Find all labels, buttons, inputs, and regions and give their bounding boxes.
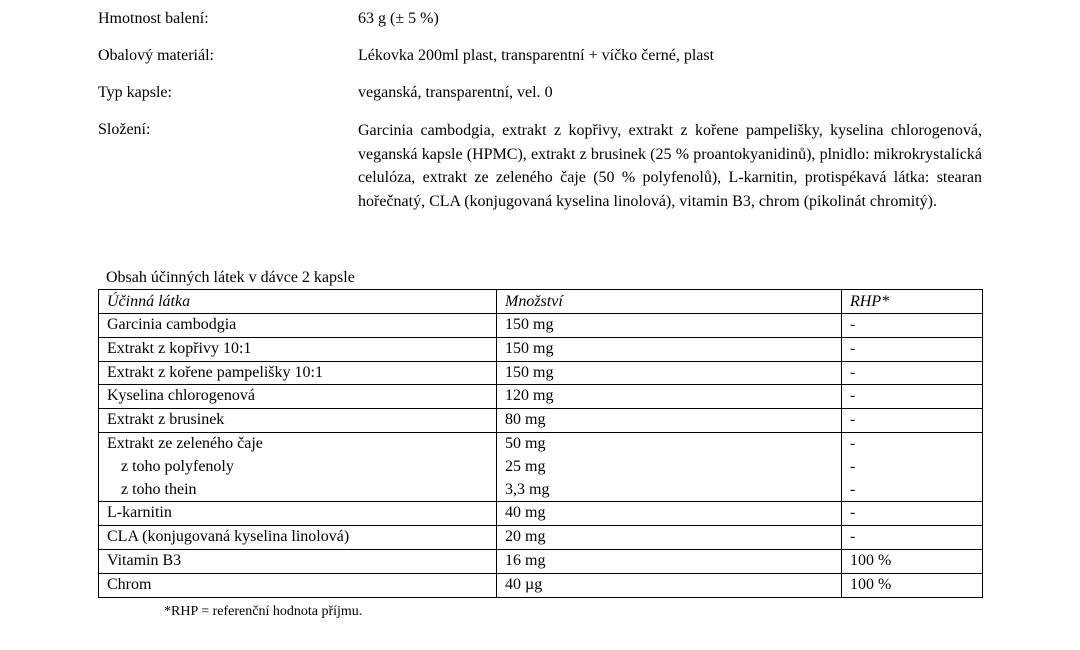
cell-substance: Extrakt z brusinek — [99, 409, 497, 433]
cell-substance — [99, 432, 497, 501]
cell-amount: 80 mg — [497, 409, 842, 433]
cell-rhp: - — [842, 502, 983, 526]
table-row — [99, 502, 983, 526]
spec-row-packaging — [98, 45, 982, 67]
cell-rhp: - — [842, 526, 983, 550]
spec-value-weight: 63 g (± 5 %) — [358, 10, 439, 27]
cell-amount: 150 mg — [497, 337, 842, 361]
spec-row-weight — [98, 8, 982, 30]
cell-substance: Garcinia cambodgia — [99, 314, 497, 338]
cell-substance: Chrom — [99, 573, 497, 597]
spec-row-composition — [98, 119, 982, 213]
spec-value-composition: Garcinia cambodgia, extrakt z kopřivy, extrakt z kořene pampelišky, kyselina chlorogenová, veganská kapsle (HPMC), extrakt z brusinek (25 % proantokyanidinů), plnidlo: mikrokrystalická celulóza, extrakt ze zeleného čaje (50 % polyfenolů), L-karnitin, protispékavá látka: stearan hořečnatý, CLA (konjugovaná kyselina linolová), vitamin B3, chrom (pikolinát chromitý). — [358, 122, 982, 210]
cell-rhp — [842, 432, 983, 501]
cell-amount-sub: 3,3 mg — [505, 480, 550, 498]
cell-rhp: - — [842, 409, 983, 433]
cell-substance-sub: z toho thein — [121, 480, 197, 498]
column-header-amount: Množství — [497, 290, 842, 314]
table-row — [99, 549, 983, 573]
cell-substance: CLA (konjugovaná kyselina linolová) — [99, 526, 497, 550]
cell-amount: 150 mg — [497, 361, 842, 385]
cell-amount: 20 mg — [497, 526, 842, 550]
table-row — [99, 361, 983, 385]
spec-row-capsule — [98, 82, 982, 104]
cell-rhp: - — [842, 314, 983, 338]
cell-substance: Vitamin B3 — [99, 549, 497, 573]
table-row — [99, 314, 983, 338]
cell-substance: Kyselina chlorogenová — [99, 385, 497, 409]
cell-amount — [497, 432, 842, 501]
cell-rhp: - — [842, 385, 983, 409]
cell-amount: 150 mg — [497, 314, 842, 338]
table-row — [99, 526, 983, 550]
cell-amount: 40 mg — [497, 502, 842, 526]
table-header-row — [99, 290, 983, 314]
product-spec-list — [98, 0, 982, 213]
column-header-rhp: RHP* — [842, 290, 983, 314]
cell-substance: L-karnitin — [99, 502, 497, 526]
spec-label-weight: Hmotnost balení: — [98, 10, 209, 27]
cell-amount: 16 mg — [497, 549, 842, 573]
cell-substance-sub: z toho polyfenoly — [121, 457, 234, 475]
table-row — [99, 385, 983, 409]
cell-rhp: 100 % — [842, 549, 983, 573]
cell-amount: 40 µg — [497, 573, 842, 597]
spec-label-composition: Složení: — [98, 121, 151, 138]
cell-rhp: 100 % — [842, 573, 983, 597]
active-ingredients-table — [98, 289, 983, 598]
cell-amount: 120 mg — [497, 385, 842, 409]
column-header-substance: Účinná látka — [99, 290, 497, 314]
cell-substance-main: Extrakt ze zeleného čaje — [107, 434, 263, 452]
table-row — [99, 409, 983, 433]
table-row — [99, 573, 983, 597]
cell-substance: Extrakt z kořene pampelišky 10:1 — [99, 361, 497, 385]
cell-rhp: - — [842, 361, 983, 385]
cell-rhp-main: - — [850, 434, 856, 452]
cell-substance: Extrakt z kopřivy 10:1 — [99, 337, 497, 361]
table-row — [99, 337, 983, 361]
cell-rhp-sub: - — [850, 480, 856, 498]
spec-value-capsule: veganská, transparentní, vel. 0 — [358, 84, 553, 101]
footnote: *RHP = referenční hodnota příjmu. — [164, 604, 363, 619]
cell-amount-sub: 25 mg — [505, 457, 546, 475]
spec-label-packaging: Obalový materiál: — [98, 47, 214, 64]
spec-value-packaging: Lékovka 200ml plast, transparentní + víčko černé, plast — [358, 47, 715, 64]
cell-rhp-sub: - — [850, 457, 856, 475]
spec-label-capsule: Typ kapsle: — [98, 84, 172, 101]
cell-rhp: - — [842, 337, 983, 361]
table-row — [99, 432, 983, 501]
table-caption: Obsah účinných látek v dávce 2 kapsle — [106, 269, 355, 286]
cell-amount-main: 50 mg — [505, 434, 546, 452]
